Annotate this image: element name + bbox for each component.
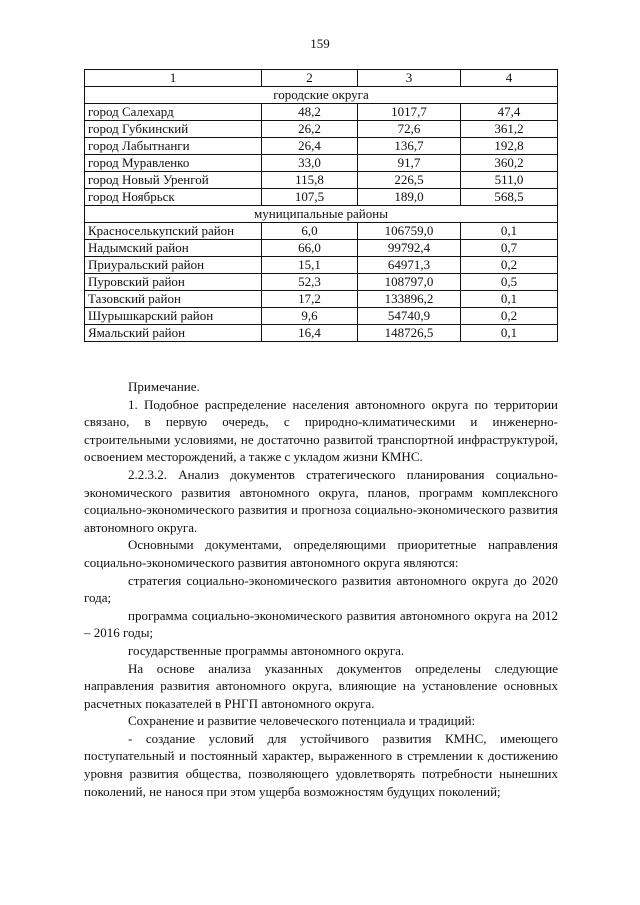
table-body [85, 70, 558, 342]
territory-name-cell: Красноселькупский район [85, 223, 262, 240]
value-cell: 26,2 [262, 121, 358, 138]
value-cell: 189,0 [358, 189, 461, 206]
territory-name-cell: город Новый Уренгой [85, 172, 262, 189]
paragraph: государственные программы автономного округа. [128, 642, 405, 658]
value-cell: 26,4 [262, 138, 358, 155]
value-cell: 133896,2 [358, 291, 461, 308]
table-row [85, 223, 558, 240]
value-cell: 148726,5 [358, 325, 461, 342]
paragraph: программа социально-экономического развития автономного округа на 2012 – 2016 годы; [84, 607, 558, 641]
territory-name-cell: город Лабытнанги [85, 138, 262, 155]
section-title: городские округа [85, 87, 558, 104]
table-row [85, 308, 558, 325]
territory-name-cell: Пуровский район [85, 274, 262, 291]
value-cell: 226,5 [358, 172, 461, 189]
table-header-row [85, 70, 558, 87]
territory-name-cell: город Муравленко [85, 155, 262, 172]
paragraph: 2.2.3.2. Анализ документов стратегического планирования социально-экономического развития автономного округа, планов, программ комплексного социально-экономического развития и прогноза социально-экономического развития автономного округа. [84, 466, 558, 535]
paragraph: стратегия социально-экономического развития автономного округа до 2020 года; [84, 572, 558, 606]
table-section-row [85, 87, 558, 104]
value-cell: 66,0 [262, 240, 358, 257]
table-row [85, 291, 558, 308]
table-section-row [85, 206, 558, 223]
header-cell: 3 [358, 70, 461, 87]
header-cell: 4 [461, 70, 558, 87]
value-cell: 107,5 [262, 189, 358, 206]
value-cell: 48,2 [262, 104, 358, 121]
value-cell: 361,2 [461, 121, 558, 138]
value-cell: 0,2 [461, 257, 558, 274]
value-cell: 54740,9 [358, 308, 461, 325]
value-cell: 192,8 [461, 138, 558, 155]
table-row [85, 104, 558, 121]
value-cell: 0,1 [461, 291, 558, 308]
value-cell: 360,2 [461, 155, 558, 172]
value-cell: 6,0 [262, 223, 358, 240]
body-text [84, 378, 558, 800]
paragraph: Сохранение и развитие человеческого потенциала и традиций: [128, 713, 476, 729]
territory-name-cell: Надымский район [85, 240, 262, 257]
table-row [85, 189, 558, 206]
header-cell: 1 [85, 70, 262, 87]
value-cell: 15,1 [262, 257, 358, 274]
value-cell: 511,0 [461, 172, 558, 189]
value-cell: 0,7 [461, 240, 558, 257]
value-cell: 0,1 [461, 223, 558, 240]
population-table [84, 69, 558, 342]
value-cell: 106759,0 [358, 223, 461, 240]
table-row [85, 172, 558, 189]
value-cell: 1017,7 [358, 104, 461, 121]
territory-name-cell: город Салехард [85, 104, 262, 121]
table-row [85, 240, 558, 257]
value-cell: 136,7 [358, 138, 461, 155]
value-cell: 72,6 [358, 121, 461, 138]
territory-name-cell: Шурышкарский район [85, 308, 262, 325]
value-cell: 0,2 [461, 308, 558, 325]
territory-name-cell: Приуральский район [85, 257, 262, 274]
value-cell: 17,2 [262, 291, 358, 308]
paragraph: На основе анализа указанных документов определены следующие направления развития автономного округа, влияющие на установление основных расчетных показателей в РНГП автономного округа. [84, 660, 558, 711]
value-cell: 0,5 [461, 274, 558, 291]
table-row [85, 155, 558, 172]
value-cell: 91,7 [358, 155, 461, 172]
value-cell: 52,3 [262, 274, 358, 291]
note-heading: Примечание. [128, 379, 200, 394]
table-row [85, 325, 558, 342]
value-cell: 33,0 [262, 155, 358, 172]
territory-name-cell: город Губкинский [85, 121, 262, 138]
value-cell: 568,5 [461, 189, 558, 206]
paragraph: - создание условий для устойчивого развития КМНС, имеющего поступательный и постоянный характер, выраженного в стремлении к достижению уровня развития общества, позволяющего удовлетворять потребности нынешних поколений, не нанося при этом ущерба возможностям будущих поколений; [84, 730, 558, 799]
territory-name-cell: город Ноябрьск [85, 189, 262, 206]
value-cell: 108797,0 [358, 274, 461, 291]
value-cell: 9,6 [262, 308, 358, 325]
table-row [85, 257, 558, 274]
table-row [85, 138, 558, 155]
paragraph: Основными документами, определяющими приоритетные направления социально-экономического развития автономного округа являются: [84, 537, 558, 570]
value-cell: 115,8 [262, 172, 358, 189]
table-row [85, 274, 558, 291]
page-number: 159 [310, 36, 330, 51]
header-cell: 2 [262, 70, 358, 87]
table-row [85, 121, 558, 138]
value-cell: 64971,3 [358, 257, 461, 274]
value-cell: 16,4 [262, 325, 358, 342]
paragraph: 1. Подобное распределение населения автономного округа по территории связано, в первую очередь, с природно-климатическими и инженерно-строительными условиями, не достаточно развитой транспортной инфраструктурой, освоением месторождений, а также с укладом жизни КМНС. [84, 396, 558, 465]
territory-name-cell: Ямальский район [85, 325, 262, 342]
value-cell: 0,1 [461, 325, 558, 342]
section-title: муниципальные районы [85, 206, 558, 223]
territory-name-cell: Тазовский район [85, 291, 262, 308]
value-cell: 47,4 [461, 104, 558, 121]
value-cell: 99792,4 [358, 240, 461, 257]
